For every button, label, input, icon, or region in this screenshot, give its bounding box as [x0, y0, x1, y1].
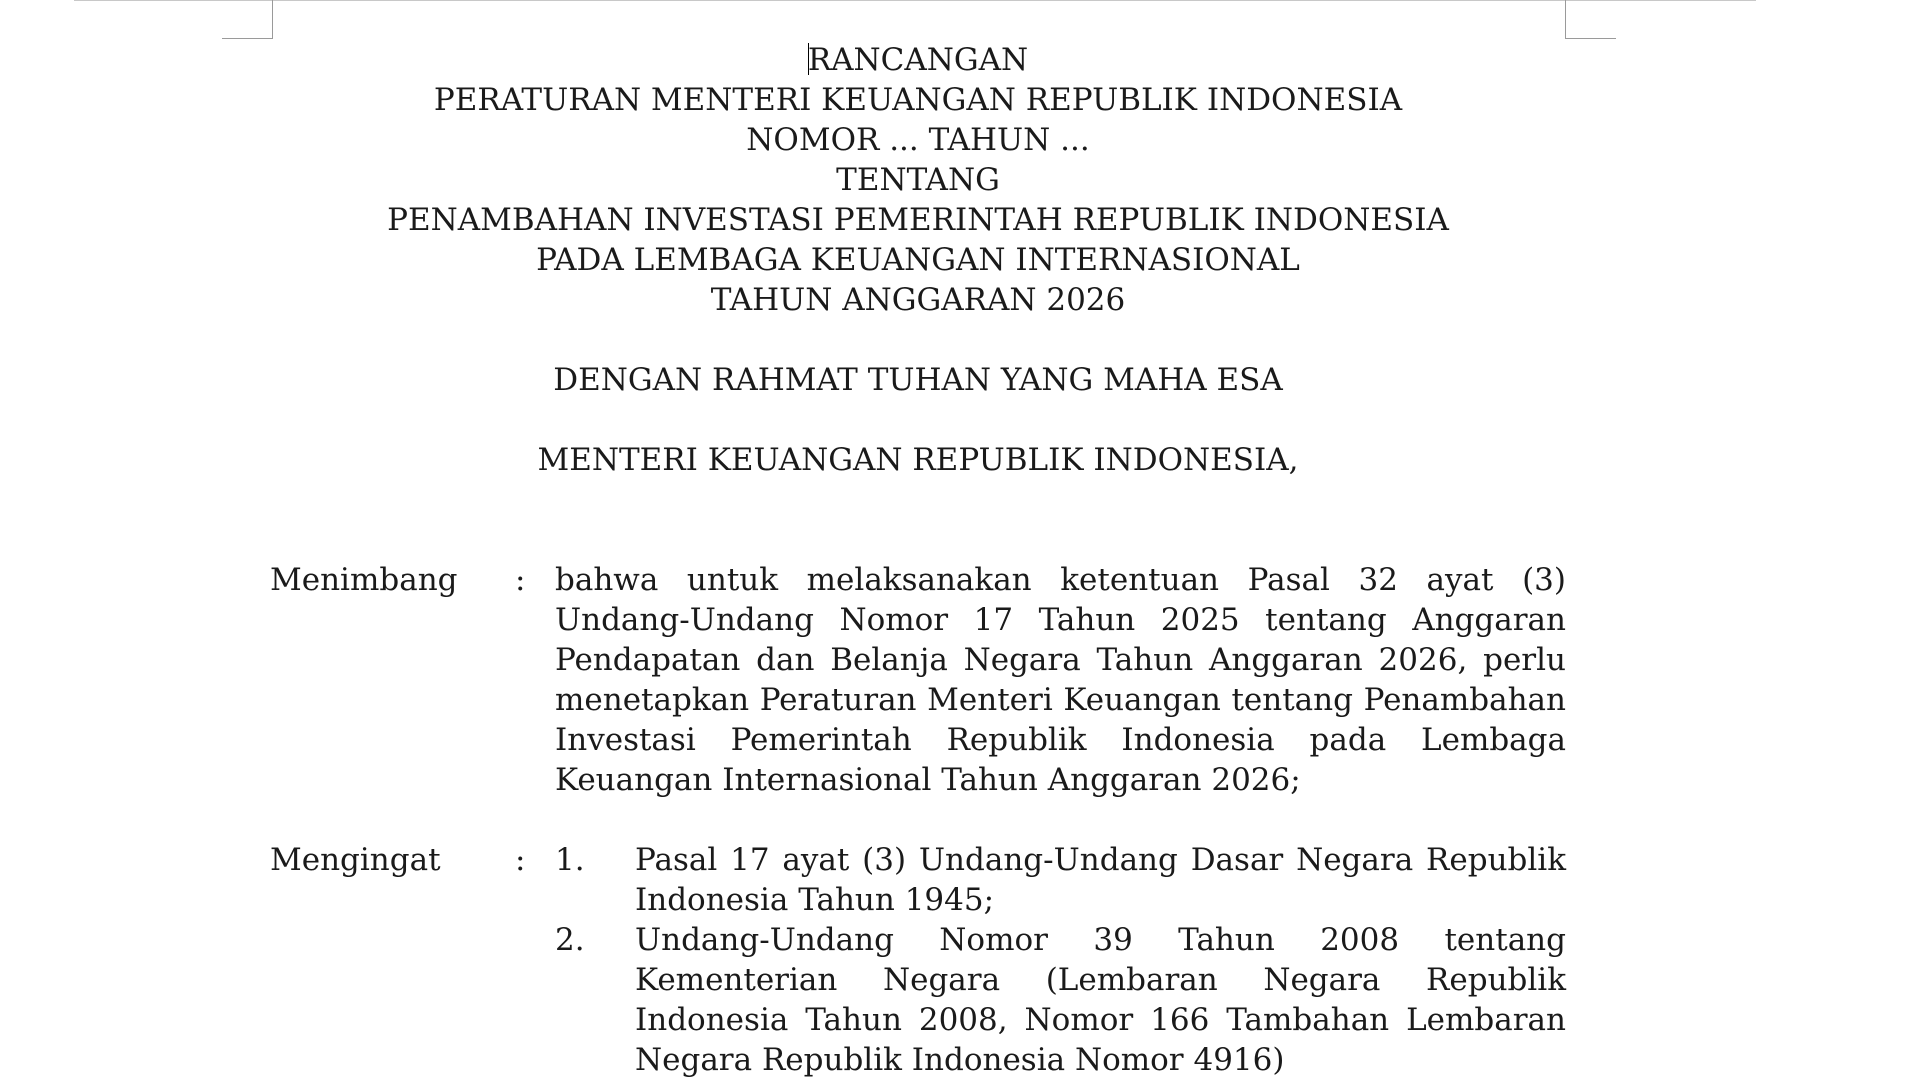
- menimbang-colon: :: [515, 562, 526, 598]
- mengingat-colon: :: [515, 842, 526, 878]
- mengingat-section: [270, 840, 1566, 1080]
- document-page[interactable]: [270, 40, 1566, 1080]
- heading-subject-line-2: PADA LEMBAGA KEUANGAN INTERNASIONAL: [536, 242, 1300, 278]
- top-right-margin-mark: [1565, 0, 1616, 39]
- menimbang-text: bahwa untuk melaksanakan ketentuan Pasal 32 ayat (3) Undang-Undang Nomor 17 Tahun 2025 tentang Anggaran Pendapatan dan Belanja Negara Tahun Anggaran 2026, perlu menetapkan Peraturan Menteri Keuangan tentang Penambahan Investasi Pemerintah Republik Indonesia pada Lembaga Keuangan Internasional Tahun Anggaran 2026;: [555, 562, 1566, 798]
- mengingat-item-text: Pasal 17 ayat (3) Undang-Undang Dasar Negara Republik Indonesia Tahun 1945;: [635, 842, 1566, 918]
- heading-subject-line-3: TAHUN ANGGARAN 2026: [710, 282, 1126, 318]
- mengingat-item-number: 2.: [555, 922, 585, 958]
- menimbang-label: Menimbang: [270, 562, 458, 598]
- menimbang-section: [270, 560, 1566, 800]
- spacer: [270, 320, 1566, 360]
- mengingat-label: Mengingat: [270, 842, 441, 878]
- spacer: [270, 480, 1566, 560]
- mengingat-list: [555, 840, 1566, 1080]
- mengingat-item-number: 1.: [555, 842, 585, 878]
- authority-title: MENTERI KEUANGAN REPUBLIK INDONESIA,: [537, 442, 1299, 478]
- spacer: [270, 400, 1566, 440]
- mengingat-item: [555, 840, 1566, 920]
- mengingat-item-text: Undang-Undang Nomor 39 Tahun 2008 tentang Kementerian Negara (Lembaran Negara Republik Indonesia Tahun 2008, Nomor 166 Tambahan Lembaran Negara Republik Indonesia Nomor 4916): [635, 922, 1566, 1078]
- page-top-edge: [74, 0, 1756, 1]
- invocation: DENGAN RAHMAT TUHAN YANG MAHA ESA: [553, 362, 1283, 398]
- heading-regulation-title: PERATURAN MENTERI KEUANGAN REPUBLIK INDONESIA: [433, 82, 1403, 118]
- heading-rancangan: RANCANGAN: [807, 42, 1029, 78]
- heading-number-year: NOMOR ... TAHUN ...: [746, 122, 1090, 158]
- mengingat-item: [555, 920, 1566, 1080]
- top-left-margin-mark: [222, 0, 273, 39]
- spacer: [270, 800, 1566, 840]
- heading-subject-line-1: PENAMBAHAN INVESTASI PEMERINTAH REPUBLIK INDONESIA: [387, 202, 1449, 238]
- heading-tentang: TENTANG: [836, 162, 1000, 198]
